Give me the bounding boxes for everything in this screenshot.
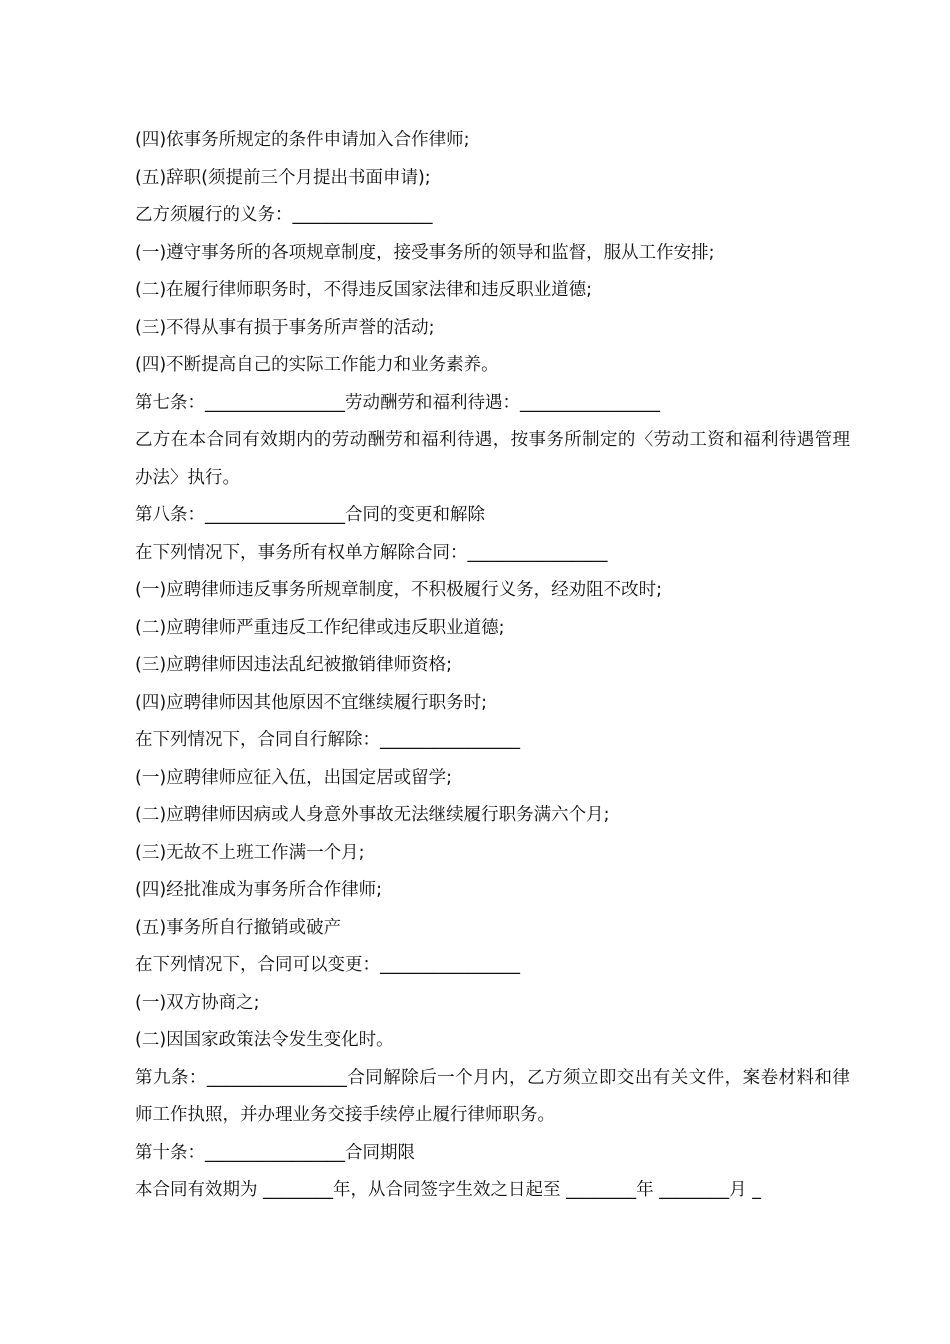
clause-line: 在下列情况下，合同可以变更：________________ [135, 955, 520, 975]
clause-line: (二)在履行律师职务时，不得违反国家法律和违反职业道德; [135, 280, 593, 300]
clause-line: (二)应聘律师因病或人身意外事故无法继续履行职务满六个月; [135, 805, 610, 825]
article-heading: 第七条：________________劳动酬劳和福利待遇：________________ [135, 392, 660, 413]
clause-line: 在下列情况下，合同自行解除：________________ [135, 730, 520, 750]
clause-line: (一)应聘律师应征入伍，出国定居或留学; [135, 767, 453, 788]
clause-line: 本合同有效期为 ________年，从合同签字生效之日起至 ________年 ________月 _ [135, 1180, 761, 1200]
clause-line: (二)应聘律师严重违反工作纪律或违反职业道德; [135, 617, 505, 638]
clause-line: (四)不断提高自己的实际工作能力和业务素养。 [135, 355, 499, 375]
clause-line: (一)遵守事务所的各项规章制度，接受事务所的领导和监督，服从工作安排; [135, 242, 715, 263]
clause-line: (一)应聘律师违反事务所规章制度，不积极履行义务，经劝阻不改时; [135, 580, 663, 600]
clause-line: (三)不得从事有损于事务所声誉的活动; [135, 317, 435, 338]
clause-line: (二)因国家政策法令发生变化时。 [135, 1030, 394, 1050]
clause-line: 乙方须履行的义务：________________ [135, 205, 433, 225]
clause-line: 在下列情况下，事务所有权单方解除合同：________________ [135, 542, 608, 563]
article-heading: 第八条：________________合同的变更和解除 [135, 505, 485, 525]
clause-line: (四)应聘律师因其他原因不宜继续履行职务时; [135, 692, 488, 713]
clause-line: (一)双方协商之; [135, 992, 260, 1013]
clause-line: (四)依事务所规定的条件申请加入合作律师; [135, 130, 470, 150]
clause-line: (三)无故不上班工作满一个月; [135, 842, 365, 863]
article-paragraph: 第九条：________________合同解除后一个月内，乙方须立即交出有关文件，案卷材料和律师工作执照，并办理业务交接手续停止履行律师职务。 [135, 1067, 850, 1125]
document-body [116, 122, 850, 1210]
clause-line: (五)辞职(须提前三个月提出书面申请); [135, 167, 431, 188]
clause-line: (三)应聘律师因违法乱纪被撤销律师资格; [135, 655, 453, 675]
article-heading: 第十条：________________合同期限 [135, 1142, 415, 1163]
clause-line: (五)事务所自行撤销或破产 [135, 917, 342, 938]
clause-line: (四)经批准成为事务所合作律师; [135, 880, 383, 900]
clause-paragraph: 乙方在本合同有效期内的劳动酬劳和福利待遇，按事务所制定的〈劳动工资和福利待遇管理办法〉执行。 [135, 430, 850, 488]
